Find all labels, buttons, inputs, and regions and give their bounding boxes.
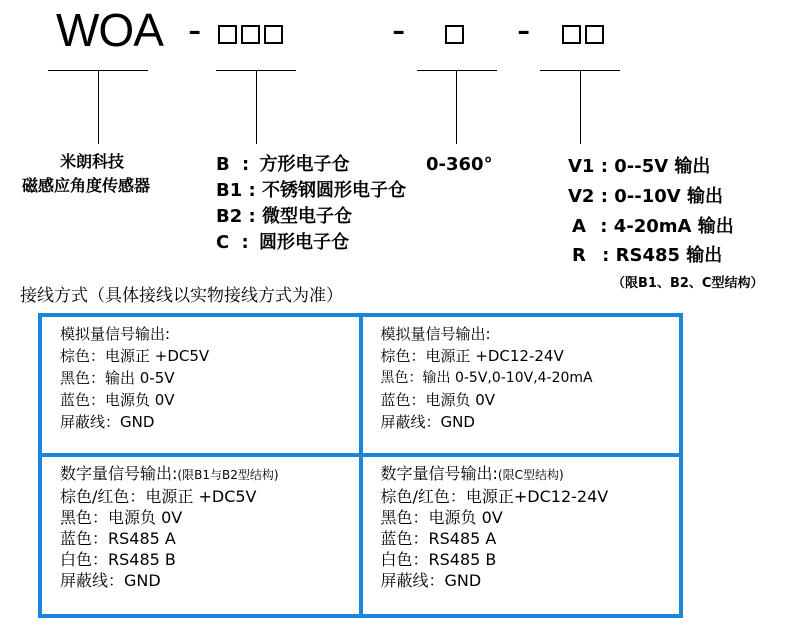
code-box: [241, 25, 260, 44]
wire-line: 黑色：输出 0-5V,0-10V,4-20mA: [380, 370, 593, 386]
separator: :: [248, 180, 256, 201]
separator: :: [241, 232, 249, 253]
wire-line: 屏蔽线：GND: [380, 571, 482, 590]
wiring-cell-digital-b1b2: [42, 457, 359, 614]
range-leader: [456, 70, 457, 144]
wire-line: 棕色：电源正 +DC5V: [60, 347, 210, 365]
range-underline: [417, 70, 497, 71]
wire-line: 黑色：电源负 0V: [380, 508, 503, 527]
separator: :: [248, 206, 256, 227]
housing-code-boxes: [218, 25, 283, 44]
output-code: A: [572, 216, 586, 237]
wire-line: 黑色：输出 0-5V: [60, 369, 175, 387]
cell-title-note: (限B1与B2型结构): [177, 468, 279, 482]
housing-leader: [256, 70, 257, 144]
range-code-box: [445, 25, 464, 44]
housing-code: B1: [216, 180, 243, 201]
code-box: [585, 25, 604, 44]
separator: :: [600, 216, 608, 237]
wiring-cell-digital-c: [363, 457, 680, 614]
product-name: 磁感应角度传感器: [22, 176, 151, 195]
wire-line: 黑色：电源负 0V: [60, 508, 183, 527]
wire-line: 白色：RS485 B: [60, 550, 176, 569]
wiring-table: [38, 313, 683, 618]
wiring-cell-analog-24v: [363, 317, 680, 453]
wire-line: 棕色/红色：电源正 +DC5V: [60, 487, 257, 506]
output-option: [568, 186, 723, 208]
cell-title: [60, 463, 355, 486]
cell-title-note: (限C型结构): [497, 468, 564, 482]
housing-code: C: [216, 232, 230, 253]
wire-line: 蓝色：RS485 A: [380, 529, 497, 548]
output-code: V2: [568, 186, 595, 207]
output-desc: 4-20mA 输出: [613, 216, 734, 237]
dash-3: -: [517, 8, 531, 52]
output-desc: RS485 输出: [615, 245, 723, 266]
output-code-boxes: [562, 25, 604, 44]
output-option: [568, 156, 710, 178]
separator: :: [602, 245, 610, 266]
brand-name: 米朗科技: [60, 152, 125, 171]
housing-desc: 微型电子仓: [262, 206, 353, 227]
output-desc: 0--5V 输出: [614, 156, 711, 177]
dash-1: -: [188, 8, 202, 52]
housing-option: [216, 180, 406, 202]
housing-desc: 不锈钢圆形电子仓: [262, 180, 407, 201]
cell-title: 模拟量信号输出:: [380, 325, 491, 343]
output-leader: [580, 70, 581, 144]
dash-2: -: [392, 8, 406, 52]
output-code: R: [572, 245, 586, 266]
wire-line: 棕色：电源正 +DC12-24V: [380, 347, 564, 365]
housing-desc: 圆形电子仓: [258, 232, 349, 253]
wire-line: 屏蔽线：GND: [60, 571, 161, 590]
output-option: [572, 245, 722, 267]
housing-code: B: [216, 154, 230, 175]
code-box: [445, 25, 464, 44]
separator: :: [600, 156, 608, 177]
output-desc: 0--10V 输出: [614, 186, 723, 207]
separator: :: [600, 186, 608, 207]
code-box: [562, 25, 581, 44]
housing-code: B2: [216, 206, 243, 227]
wire-line: 蓝色：电源负 0V: [60, 391, 175, 409]
output-note: （限B1、B2、C型结构）: [612, 276, 764, 291]
cell-title-text: 数字量信号输出:: [60, 464, 178, 483]
cell-title: 模拟量信号输出:: [60, 325, 171, 343]
output-code: V1: [568, 156, 595, 177]
separator: :: [242, 154, 250, 175]
housing-option: [216, 232, 349, 254]
housing-desc: 方形电子仓: [259, 154, 350, 175]
housing-option: [216, 206, 352, 228]
cell-title: [381, 463, 676, 486]
wire-line: 白色：RS485 B: [380, 550, 497, 569]
wiring-title: 接线方式（具体接线以实物接线方式为准）: [20, 286, 343, 306]
wire-line: 蓝色：RS485 A: [60, 529, 176, 548]
wire-line: 蓝色：电源负 0V: [380, 391, 496, 409]
code-box: [218, 25, 237, 44]
wire-line: 屏蔽线：GND: [60, 413, 155, 431]
cell-title-text: 数字量信号输出:: [380, 464, 498, 483]
wire-line: 屏蔽线：GND: [380, 413, 475, 431]
wire-line: 棕色/红色：电源正+DC12-24V: [380, 487, 609, 506]
code-box: [264, 25, 283, 44]
brand-leader: [98, 70, 99, 144]
wiring-cell-analog-5v: [42, 317, 359, 453]
housing-option: [216, 154, 350, 176]
model-prefix: WOA: [56, 4, 163, 56]
angle-range: 0-360°: [426, 154, 493, 175]
output-option: [572, 216, 734, 238]
